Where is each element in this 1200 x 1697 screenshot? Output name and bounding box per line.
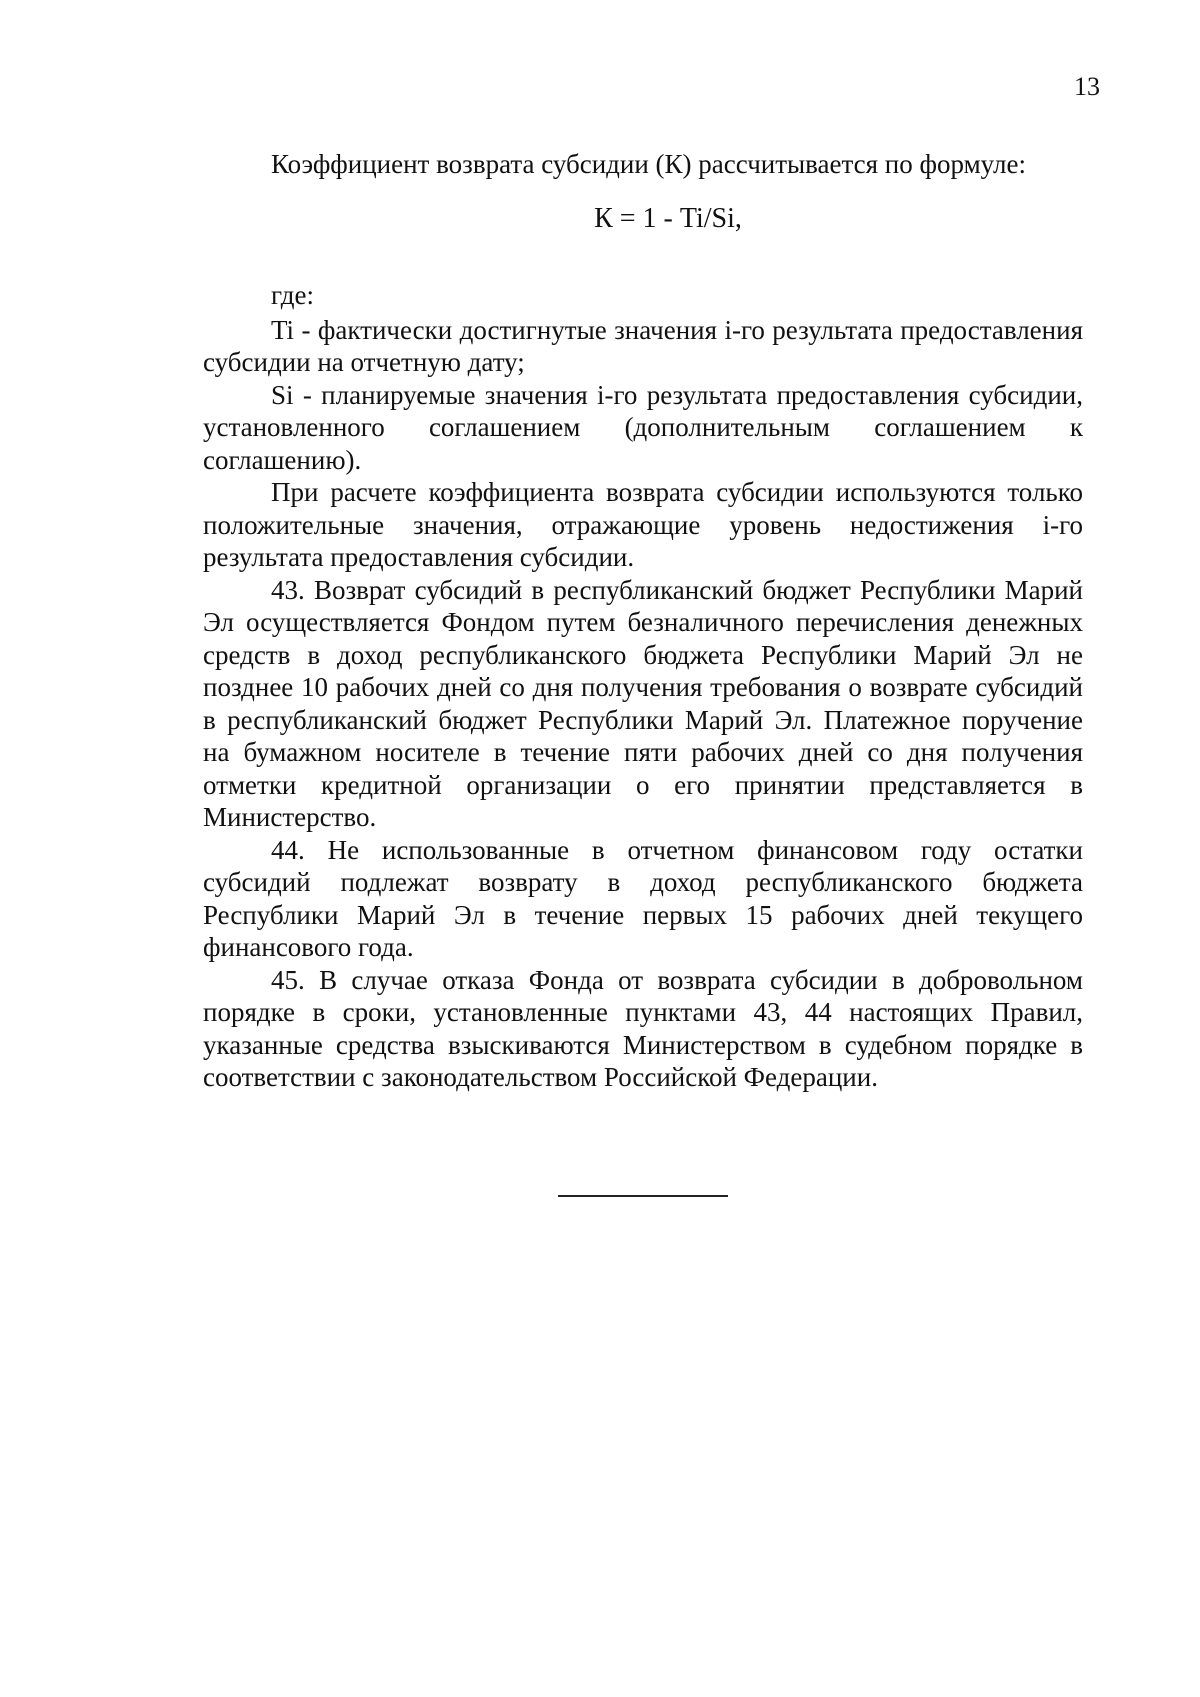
document-body: [203, 148, 1083, 1094]
clause-43: 43. Возврат субсидий в республиканский бюджет Республики Марий Эл осуществляется Фондом путем безналичного перечисления денежных средств в доход республиканского бюджета Республики Марий Эл не позднее 10 рабочих дней со дня получения требования о возврате субсидий в республиканский бюджет Республики Марий Эл. Платежное поручение на бумажном носителе в течение пяти рабочих дней со дня получения отметки кредитной организации о его принятии представляется в Министерство.: [203, 574, 1083, 832]
where-label: где:: [271, 280, 314, 310]
end-divider: [558, 1195, 728, 1197]
formula: К = 1 - Ti/Si,: [594, 202, 742, 234]
clause-44: 44. Не использованные в отчетном финансовом году остатки субсидий подлежат возврату в доход республиканского бюджета Республики Марий Эл в течение первых 15 рабочих дней текущего финансового года.: [203, 834, 1083, 962]
page-number: 13: [1074, 72, 1100, 101]
definition-ti: Ti - фактически достигнутые значения i-го результата предоставления субсидии на отчетную дату;: [203, 314, 1083, 377]
definition-si: Si - планируемые значения i-го результата предоставления субсидии, установленного соглашением (дополнительным соглашением к соглашению).: [203, 379, 1083, 475]
formula-intro: Коэффициент возврата субсидии (К) рассчитывается по формуле:: [271, 149, 1026, 179]
clause-45: 45. В случае отказа Фонда от возврата субсидии в добровольном порядке в сроки, установленные пунктами 43, 44 настоящих Правил, указанные средства взыскиваются Министерством в судебном порядке в соответствии с законодательством Российской Федерации.: [203, 964, 1083, 1092]
calculation-note: При расчете коэффициента возврата субсидии используются только положительные значения, отражающие уровень недостижения i-го результата предоставления субсидии.: [203, 477, 1083, 572]
